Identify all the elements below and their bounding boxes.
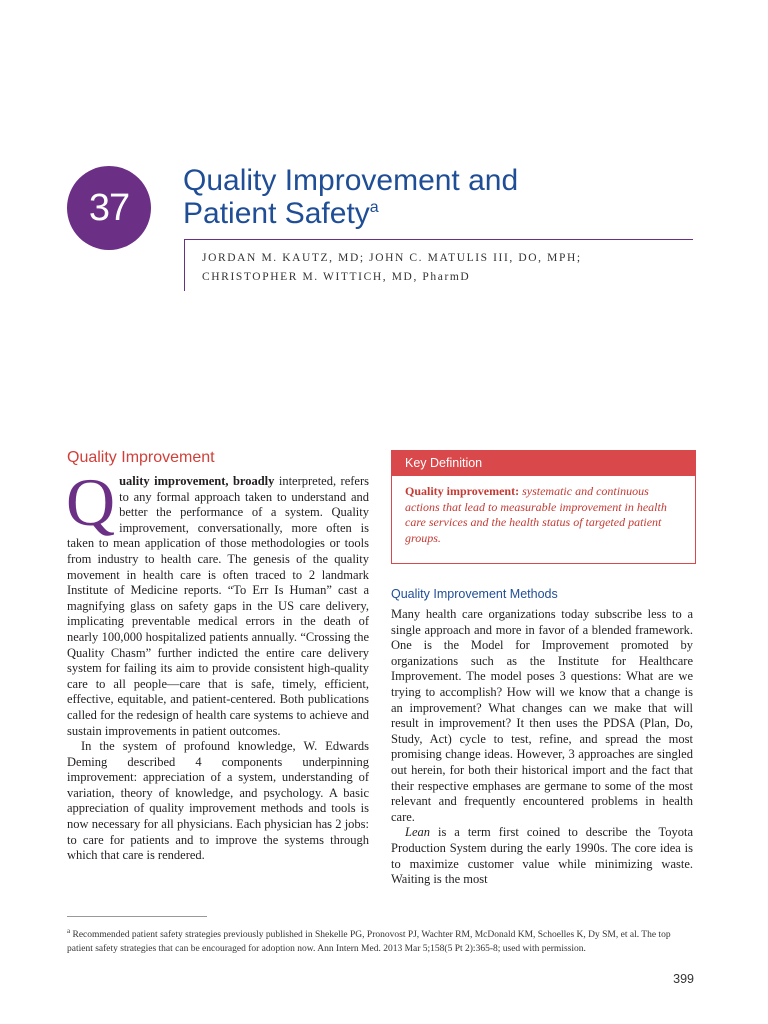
- chapter-title-line2: Patient Safety: [183, 197, 370, 230]
- key-definition-box: [391, 450, 696, 564]
- key-definition-term: Quality improvement:: [405, 484, 520, 498]
- paragraph-methods: Many health care organizations today subscribe less to a single approach and more in favor of a blended framework. One is the Model for Improvement promoted by organizations such as the Institute for Healthcare Improvement. The model poses 3 questions: What are we trying to accomplish? How will we know that a change is an improvement? What changes can we make that will result in improvement? It then uses the PDSA (Plan, Do, Study, Act) cycle to test, refine, and spread the most promising change ideas. However, 3 approaches are singled out herein, for both their historical import and the fact that their respective emphases are germane to some of the most relevant and frequently encountered problems in health care.: [391, 607, 693, 824]
- intro-bold-lead: uality improvement, broadly: [119, 474, 275, 488]
- footnote-divider: [67, 916, 207, 917]
- key-definition-header: Key Definition: [392, 451, 695, 476]
- authors-line2: CHRISTOPHER M. WITTICH, MD, PharmD: [202, 271, 471, 283]
- authors: [202, 249, 582, 287]
- key-definition-body: [392, 476, 695, 546]
- chapter-title: [183, 164, 518, 230]
- footnote: [67, 924, 695, 956]
- footnote-marker: a: [67, 927, 71, 935]
- key-definition-text: systematic and continuous actions that lead to measurable improvement in health care services and the health status of targeted patient groups.: [405, 484, 667, 545]
- right-column: [391, 607, 693, 888]
- intro-text: interpreted, refers to any formal approach taken to understand and better the performance of a system. Quality improvement, conversationally, more often is taken to mean application of those methodologies or tools from industry to health care. The genesis of the quality movement in health care is often traced to 2 landmark Institute of Medicine reports. “To Err Is Human” cast a magnifying glass on safety gaps in the US care delivery, implicating preventable medical errors in the death of nearly 100,000 hospitalized patients annually. “Crossing the Quality Chasm” further indicted the entire care delivery system for failing its aim to provide consistent high-quality care to all people—care that is safe, timely, efficient, effective, equitable, and patient-centered. Both publications called for the redesign of health care systems to achieve and sustain improvements in patient outcomes.: [67, 474, 369, 738]
- chapter-title-line1: Quality Improvement and: [183, 164, 519, 197]
- lean-term: Lean: [405, 825, 430, 840]
- left-column: [66, 464, 369, 864]
- paragraph-intro: [66, 464, 369, 739]
- chapter-number: 37: [88, 187, 130, 229]
- drop-cap: Q: [66, 464, 116, 540]
- authors-line1: JORDAN M. KAUTZ, MD; JOHN C. MATULIS III, DO, MPH;: [202, 252, 582, 264]
- title-divider-vertical: [184, 239, 185, 291]
- chapter-number-badge: [67, 166, 151, 250]
- chapter-title-footnote-marker: a: [369, 199, 379, 216]
- subheading-quality-improvement-methods: Quality Improvement Methods: [391, 587, 558, 601]
- footnote-text: Recommended patient safety strategies previously published in Shekelle PG, Pronovost PJ, Wachter RM, McDonald KM, Schoelles K, Dy SM, et al. The top patient safety strategies that can be encouraged for adoption now. Ann Intern Med. 2013 Mar 5;158(5 Pt 2):365-8; used with permission.: [67, 930, 671, 955]
- section-heading-quality-improvement: Quality Improvement: [67, 449, 215, 466]
- paragraph-lean: [391, 825, 693, 887]
- paragraph-deming: In the system of profound knowledge, W. Edwards Deming described 4 components underpinning improvement: appreciation of a system, understanding of variation, theory of knowledge, and psychology. A basic appreciation of quality improvement methods and tools is now necessary for all physicians. Each physician has 2 jobs: to care for patients and to improve the systems through which that care is rendered.: [67, 739, 369, 863]
- title-divider-horizontal: [184, 239, 693, 240]
- lean-text: is a term first coined to describe the Toyota Production System during the early 1990s. The core idea is to maximize customer value while minimizing waste. Waiting is the most: [391, 825, 693, 887]
- page-number: 399: [673, 972, 694, 986]
